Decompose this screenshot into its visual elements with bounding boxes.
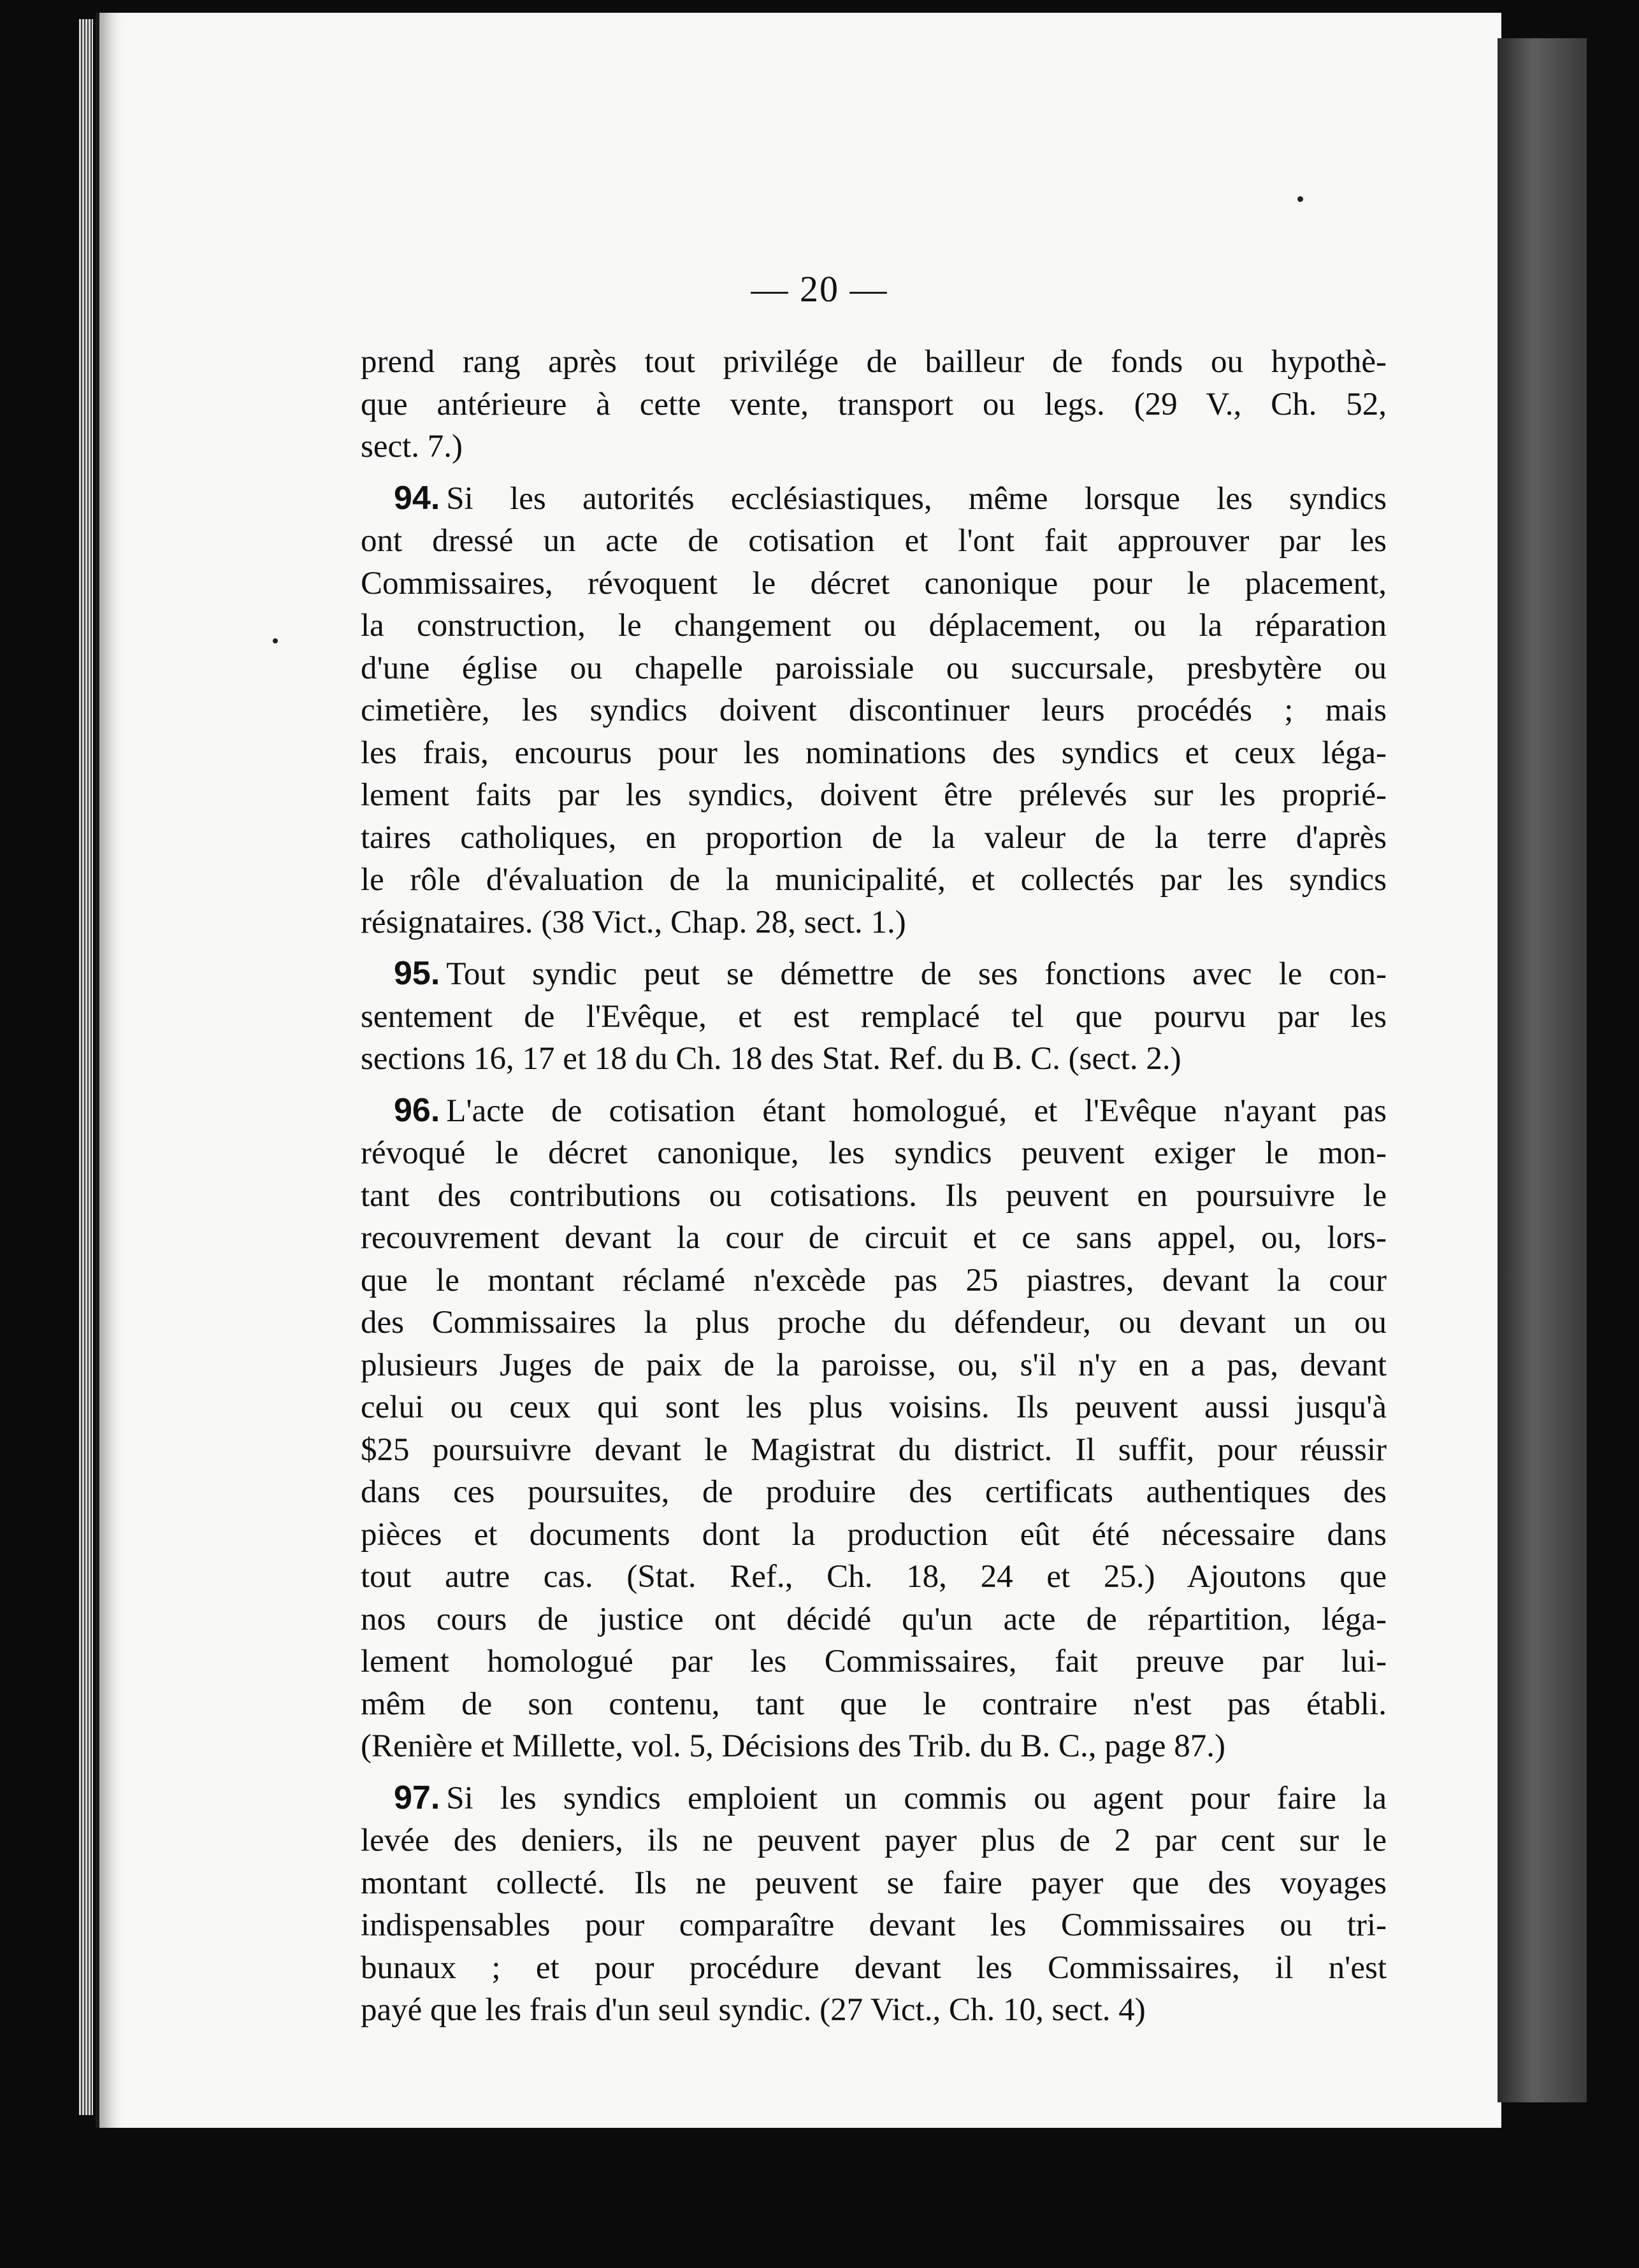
- text-line: [361, 1132, 1387, 1175]
- text-line: [361, 1175, 1387, 1217]
- text-line: [361, 1947, 1387, 1990]
- text-line: [361, 996, 1387, 1038]
- text-line: [361, 1514, 1387, 1556]
- text-line: [361, 1471, 1387, 1514]
- text-line: [361, 1302, 1387, 1344]
- line-text: montant collecté. Ils ne peuvent se faire payer que des voyages: [361, 1865, 1387, 1901]
- line-text: les frais, encourus pour les nominations des syndics et ceux léga-: [361, 735, 1387, 771]
- text-line: [361, 1819, 1387, 1862]
- paragraph: [361, 1777, 1387, 2032]
- line-text: le rôle d'évaluation de la municipalité, et collectés par les syndics: [361, 862, 1387, 898]
- text-line: [361, 520, 1387, 563]
- text-line: [361, 1260, 1387, 1302]
- text-line: [361, 477, 1387, 520]
- text-line: [361, 1777, 1387, 1820]
- text-line: [361, 732, 1387, 775]
- text-line: [361, 1556, 1387, 1598]
- line-text: mêm de son contenu, tant que le contraire n'est pas établi.: [361, 1686, 1387, 1722]
- article-number: 94.: [394, 479, 440, 517]
- line-text: $25 poursuivre devant le Magistrat du district. Il suffit, pour réussir: [361, 1432, 1387, 1468]
- article-number: 97.: [394, 1779, 440, 1816]
- ink-speck: [1297, 196, 1303, 202]
- line-text: L'acte de cotisation étant homologué, et l'Evêque n'ayant pas: [446, 1093, 1387, 1129]
- line-text: dans ces poursuites, de produire des certificats authentiques des: [361, 1474, 1387, 1510]
- text-line: [361, 1862, 1387, 1905]
- line-text: tant des contributions ou cotisations. Ils peuvent en poursuivre le: [361, 1177, 1387, 1214]
- line-text: d'une église ou chapelle paroissiale ou succursale, presbytère ou: [361, 650, 1387, 686]
- text-line: [361, 1344, 1387, 1387]
- text-line: [361, 1640, 1387, 1683]
- paragraph-gap: [361, 944, 1387, 952]
- text-line: [361, 1217, 1387, 1260]
- text-line: [361, 1089, 1387, 1133]
- line-text: cimetière, les syndics doivent discontinuer leurs procédés ; mais: [361, 693, 1387, 728]
- text-line: [361, 563, 1387, 605]
- text-line: [361, 1038, 1387, 1080]
- line-text: que antérieure à cette vente, transport ou legs. (29 V., Ch. 52,: [361, 386, 1387, 422]
- paragraph: [361, 952, 1387, 1080]
- line-text: Si les syndics emploient un commis ou agent pour faire la: [446, 1780, 1387, 1816]
- line-text: Si les autorités ecclésiastiques, même lorsque les syndics: [446, 480, 1387, 517]
- line-text: sentement de l'Evêque, et est remplacé tel que pourvu par les: [361, 998, 1387, 1035]
- line-text: payé que les frais d'un seul syndic. (27 Vict., Ch. 10, sect. 4): [361, 1992, 1146, 2028]
- paragraph: [361, 1089, 1387, 1768]
- line-text: des Commissaires la plus proche du défendeur, ou devant un ou: [361, 1305, 1387, 1340]
- text-line: [361, 952, 1387, 996]
- line-text: lement homologué par les Commissaires, fait preuve par lui-: [361, 1644, 1387, 1679]
- text-line: [361, 341, 1387, 384]
- text-line: [361, 1386, 1387, 1429]
- text-line: [361, 384, 1387, 426]
- line-text: plusieurs Juges de paix de la paroisse, ou, s'il n'y en a pas, devant: [361, 1347, 1387, 1383]
- line-text: taires catholiques, en proportion de la valeur de la terre d'après: [361, 819, 1387, 856]
- text-line: [361, 689, 1387, 732]
- text-line: [361, 817, 1387, 859]
- line-text: révoqué le décret canonique, les syndics peuvent exiger le mon-: [361, 1135, 1387, 1171]
- line-text: sections 16, 17 et 18 du Ch. 18 des Stat. Ref. du B. C. (sect. 2.): [361, 1041, 1181, 1077]
- line-text: nos cours de justice ont décidé qu'un acte de répartition, léga-: [361, 1601, 1387, 1637]
- paragraph: [361, 477, 1387, 944]
- line-text: prend rang après tout privilége de bailleur de fonds ou hypothè-: [361, 344, 1387, 380]
- line-text: celui ou ceux qui sont les plus voisins. Ils peuvent aussi jusqu'à: [361, 1389, 1387, 1425]
- line-text: résignataires. (38 Vict., Chap. 28, sect. 1.): [361, 904, 906, 940]
- text-line: [361, 901, 1387, 944]
- line-text: sect. 7.): [361, 429, 463, 464]
- line-text: recouvrement devant la cour de circuit et ce sans appel, ou, lors-: [361, 1220, 1387, 1256]
- text-line: [361, 1429, 1387, 1472]
- line-text: indispensables pour comparaître devant les Commissaires ou tri-: [361, 1907, 1387, 1943]
- line-text: la construction, le changement ou déplacement, ou la réparation: [361, 608, 1387, 643]
- line-text: (Renière et Millette, vol. 5, Décisions des Trib. du B. C., page 87.): [361, 1728, 1226, 1764]
- line-text: levée des deniers, ils ne peuvent payer plus de 2 par cent sur le: [361, 1823, 1387, 1858]
- text-line: [361, 859, 1387, 901]
- page-number: — 20 —: [751, 268, 888, 310]
- body-text: [361, 341, 1387, 2032]
- binding-shadow: [1498, 38, 1587, 2102]
- text-line: [361, 426, 1387, 468]
- line-text: Commissaires, révoquent le décret canonique pour le placement,: [361, 565, 1387, 601]
- line-text: que le montant réclamé n'excède pas 25 piastres, devant la cour: [361, 1262, 1387, 1298]
- text-line: [361, 1725, 1387, 1768]
- text-line: [361, 774, 1387, 817]
- paragraph-gap: [361, 1768, 1387, 1777]
- text-line: [361, 647, 1387, 690]
- article-number: 96.: [394, 1091, 440, 1129]
- line-text: Tout syndic peut se démettre de ses fonctions avec le con-: [446, 956, 1387, 992]
- text-line: [361, 1683, 1387, 1726]
- paragraph: [361, 341, 1387, 468]
- article-number: 95.: [394, 955, 440, 992]
- line-text: lement faits par les syndics, doivent être prélevés sur les proprié-: [361, 777, 1387, 813]
- text-line: [361, 1598, 1387, 1641]
- paragraph-gap: [361, 468, 1387, 477]
- page-edges: [79, 19, 93, 2115]
- ink-speck: [273, 638, 278, 643]
- text-line: [361, 1989, 1387, 2032]
- text-line: [361, 605, 1387, 647]
- line-text: ont dressé un acte de cotisation et l'ont fait approuver par les: [361, 523, 1387, 559]
- line-text: pièces et documents dont la production eût été nécessaire dans: [361, 1516, 1387, 1553]
- line-text: bunaux ; et pour procédure devant les Commissaires, il n'est: [361, 1949, 1387, 1986]
- paragraph-gap: [361, 1080, 1387, 1089]
- text-line: [361, 1904, 1387, 1947]
- line-text: tout autre cas. (Stat. Ref., Ch. 18, 24 et 25.) Ajoutons que: [361, 1559, 1387, 1595]
